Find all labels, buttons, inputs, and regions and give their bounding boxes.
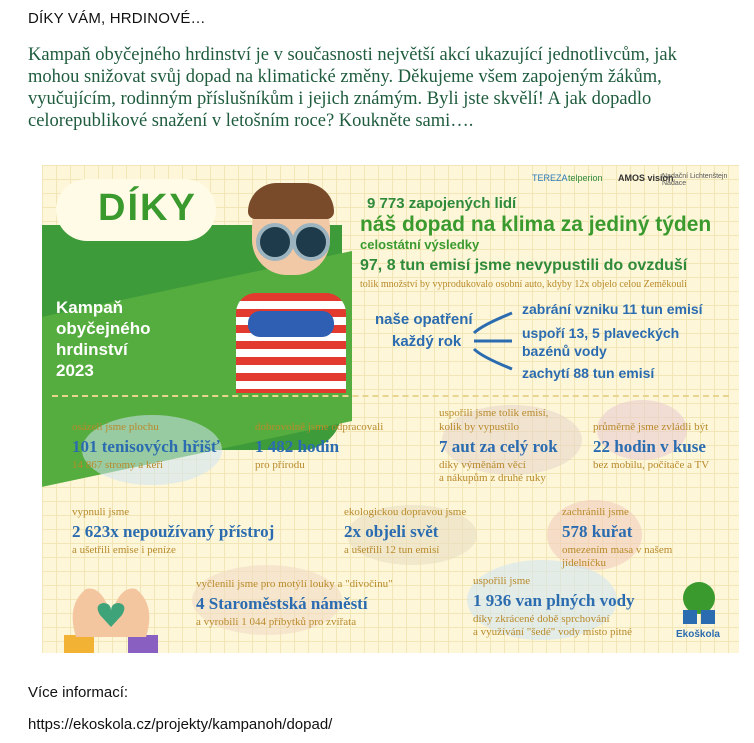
stat-label: zachránili jsme xyxy=(562,506,629,518)
campaign-title xyxy=(56,297,150,381)
stat-label: dobrovolně jsme odpracovali xyxy=(255,421,384,433)
stat-label: uspořili jsme tolik emisí, xyxy=(439,407,549,419)
stat-label: vypnuli jsme xyxy=(72,506,130,518)
measure-item: zachytí 88 tun emisí xyxy=(522,365,655,381)
page-heading: DÍKY VÁM, HRDINOVÉ… xyxy=(28,10,206,27)
campaign-line: Kampaň xyxy=(56,298,124,317)
stat-note: a nákupům z druhé ruky xyxy=(439,472,546,484)
stat-note: díky výměnám věcí xyxy=(439,459,526,471)
campaign-line: hrdinství xyxy=(56,340,128,359)
intro-paragraph: Kampaň obyčejného hrdinství je v současnosti největší akcí ukazující jednotlivcům, jak mohou snižovat svůj dopad na klimatické změny. Děkujeme všem zapojeným žákům, vyučujícím, rodinným příslušníkům i jejich známým. Byli jste skvělí! A jak dopadlo celorepublikové snažení v letošním roce? Koukněte sami…. xyxy=(28,45,677,131)
measure-item: bazénů vody xyxy=(522,343,607,359)
nadace-logo: Nadační Lichtenštejn Nadace xyxy=(662,173,728,187)
more-info-label: Více informací: xyxy=(28,684,129,701)
measures-label: naše opatření xyxy=(375,311,473,328)
stat-label: ekologickou dopravou jsme xyxy=(344,506,467,518)
tereza-logo: TEREZA xyxy=(532,173,568,183)
stat-label: osázeli jsme plochu xyxy=(72,421,159,433)
stat-note: pro přírodu xyxy=(255,459,305,471)
measure-item: uspoří 13, 5 plaveckých xyxy=(522,325,680,341)
stat-note: a ušetřili 12 tun emisí xyxy=(344,544,440,556)
stat-value: 1 936 van plných vody xyxy=(473,591,635,610)
campaign-line: obyčejného xyxy=(56,319,151,338)
measures-arrows xyxy=(472,305,520,375)
goggle-icon xyxy=(256,223,294,261)
impact-headline: náš dopad na klima za jediný týden xyxy=(360,213,712,236)
stat-note: bez mobilu, počítače a TV xyxy=(593,459,710,471)
campaign-year: 2023 xyxy=(56,361,94,380)
stat-value: 578 kuřat xyxy=(562,522,633,541)
stat-value: 7 aut za celý rok xyxy=(439,437,558,456)
stat-note: a ušetřili emise i peníze xyxy=(72,544,176,556)
stat-label: kolik by vypustilo xyxy=(439,421,520,433)
national-results: celostátní výsledky xyxy=(360,237,480,252)
hands-heart-icon xyxy=(56,575,166,653)
diky-title: DÍKY xyxy=(98,187,197,229)
measure-item: zabrání vzniku 11 tun emisí xyxy=(522,301,703,317)
stat-value: 101 tenisových hřišť xyxy=(72,437,220,456)
stat-label: průměrně jsme zvládli být xyxy=(593,421,709,433)
ekoskola-label: Ekoškola xyxy=(676,629,720,640)
stat-value: 2 623x nepoužívaný přístroj xyxy=(72,522,275,541)
amos-logo: AMOS vision xyxy=(618,173,674,183)
divider xyxy=(52,395,729,397)
stat-label: uspořili jsme xyxy=(473,575,531,587)
stat-value: 4 Staroměstská náměstí xyxy=(196,594,368,613)
stat-value: 2x objeli svět xyxy=(344,522,439,541)
stat-note: a využívání "šedé" vody místo pitné xyxy=(473,626,632,638)
emissions-note: tolik množství by vyprodukovalo osobní auto, kdyby 12x objelo celou Zeměkouli xyxy=(360,279,687,290)
telperion-logo: telperion xyxy=(568,173,603,183)
emissions-stat: 97, 8 tun emisí jsme nevypustili do ovzduší xyxy=(360,257,688,274)
stat-note: 14 867 stromy a keři xyxy=(72,459,164,471)
stat-value: 22 hodin v kuse xyxy=(593,437,706,456)
more-info-link[interactable]: https://ekoskola.cz/projekty/kampanoh/dopad/ xyxy=(28,716,333,733)
child-hair xyxy=(248,183,334,219)
infographic-poster xyxy=(42,165,739,653)
child-hero-illustration xyxy=(230,183,350,393)
participants-count: 9 773 zapojených lidí xyxy=(367,195,517,212)
striped-shirt xyxy=(236,293,346,393)
stat-note: jídelníčku xyxy=(562,557,606,569)
stat-value: 1 482 hodin xyxy=(255,437,340,456)
stat-label: vyčlenili jsme pro motýlí louky a "divočinu" xyxy=(196,578,393,590)
crossed-arms xyxy=(248,311,334,337)
goggle-icon xyxy=(292,223,330,261)
measures-label: každý rok xyxy=(392,333,462,350)
stat-note: díky zkrácené době sprchování xyxy=(473,613,610,625)
stat-note: a vyrobili 1 044 příbytků pro zvířata xyxy=(196,616,357,628)
stat-note: omezením masa v našem xyxy=(562,544,673,556)
